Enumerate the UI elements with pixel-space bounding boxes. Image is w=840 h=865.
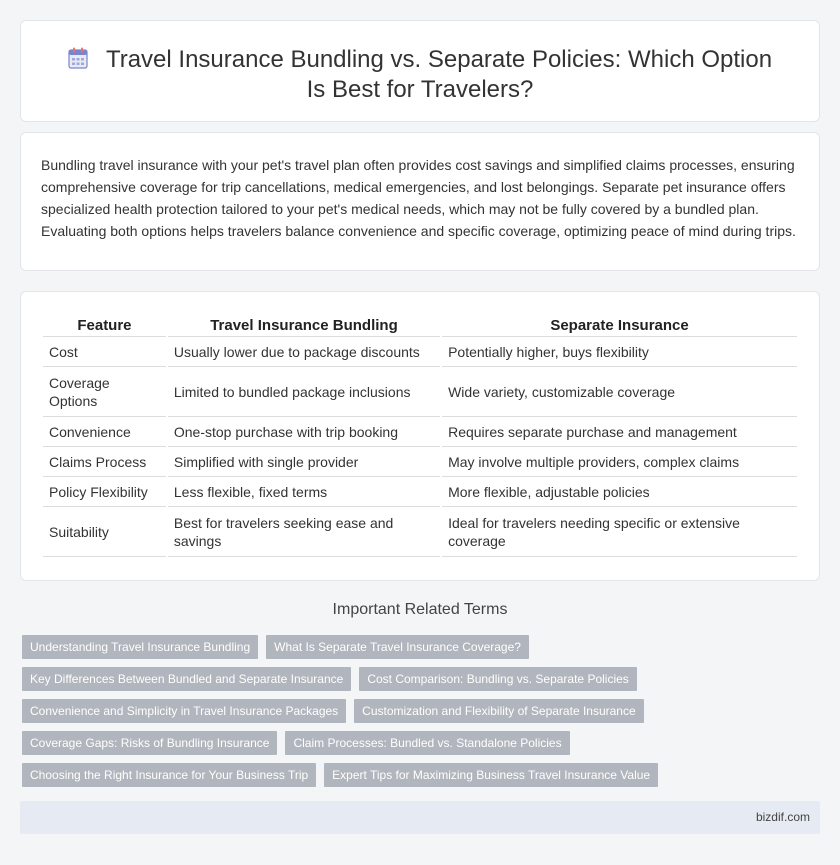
comparison-card	[20, 291, 820, 581]
calendar-icon	[68, 47, 88, 69]
bundling-cell: Less flexible, fixed terms	[168, 477, 440, 507]
related-term-link[interactable]: What Is Separate Travel Insurance Coverage?	[266, 635, 529, 659]
title-card	[20, 20, 820, 122]
table-header-row	[43, 314, 797, 337]
title-text: Travel Insurance Bundling vs. Separate Policies: Which Option Is Best for Travelers?	[105, 46, 773, 103]
related-term-link[interactable]: Choosing the Right Insurance for Your Business Trip	[22, 763, 316, 787]
bundling-cell: Best for travelers seeking ease and savings	[168, 507, 440, 557]
related-term-link[interactable]: Coverage Gaps: Risks of Bundling Insurance	[22, 731, 277, 755]
comparison-table	[41, 314, 799, 557]
table-row	[43, 337, 797, 367]
table-row	[43, 447, 797, 477]
table-row	[43, 417, 797, 447]
column-header: Travel Insurance Bundling	[168, 314, 440, 337]
feature-cell: Claims Process	[43, 447, 166, 477]
table-row	[43, 507, 797, 557]
bundling-cell: Usually lower due to package discounts	[168, 337, 440, 367]
separate-cell: Ideal for travelers needing specific or extensive coverage	[442, 507, 797, 557]
separate-cell: Potentially higher, buys flexibility	[442, 337, 797, 367]
column-header: Feature	[43, 314, 166, 337]
bundling-cell: Limited to bundled package inclusions	[168, 367, 440, 417]
related-term-link[interactable]: Customization and Flexibility of Separate Insurance	[354, 699, 643, 723]
table-row	[43, 367, 797, 417]
separate-cell: Wide variety, customizable coverage	[442, 367, 797, 417]
column-header: Separate Insurance	[442, 314, 797, 337]
related-term-link[interactable]: Cost Comparison: Bundling vs. Separate Policies	[359, 667, 636, 691]
related-term-link[interactable]: Convenience and Simplicity in Travel Insurance Packages	[22, 699, 346, 723]
related-term-link[interactable]: Understanding Travel Insurance Bundling	[22, 635, 258, 659]
feature-cell: Coverage Options	[43, 367, 166, 417]
table-row	[43, 477, 797, 507]
intro-card	[20, 132, 820, 271]
feature-cell: Convenience	[43, 417, 166, 447]
related-terms-heading: Important Related Terms	[332, 601, 508, 618]
intro-paragraph: Bundling travel insurance with your pet's travel plan often provides cost savings and simplified claims processes, ensuring comprehensive coverage for trip cancellations, medical emergencies, and lost belongings. Separate pet insurance offers specialized health protection tailored to your pet's medical needs, which may not be fully covered by a bundled plan. Evaluating both options helps travelers balance convenience and specific coverage, optimizing peace of mind during trips.	[41, 157, 796, 239]
related-term-link[interactable]: Claim Processes: Bundled vs. Standalone Policies	[285, 731, 569, 755]
feature-cell: Cost	[43, 337, 166, 367]
page-title	[61, 45, 779, 105]
separate-cell: More flexible, adjustable policies	[442, 477, 797, 507]
feature-cell: Policy Flexibility	[43, 477, 166, 507]
related-term-link[interactable]: Key Differences Between Bundled and Separate Insurance	[22, 667, 351, 691]
feature-cell: Suitability	[43, 507, 166, 557]
separate-cell: May involve multiple providers, complex claims	[442, 447, 797, 477]
related-terms-list	[22, 635, 822, 795]
site-brand[interactable]: bizdif.com	[755, 810, 810, 824]
bundling-cell: One-stop purchase with trip booking	[168, 417, 440, 447]
footer-bar	[20, 801, 820, 834]
related-term-link[interactable]: Expert Tips for Maximizing Business Travel Insurance Value	[324, 763, 658, 787]
separate-cell: Requires separate purchase and management	[442, 417, 797, 447]
bundling-cell: Simplified with single provider	[168, 447, 440, 477]
